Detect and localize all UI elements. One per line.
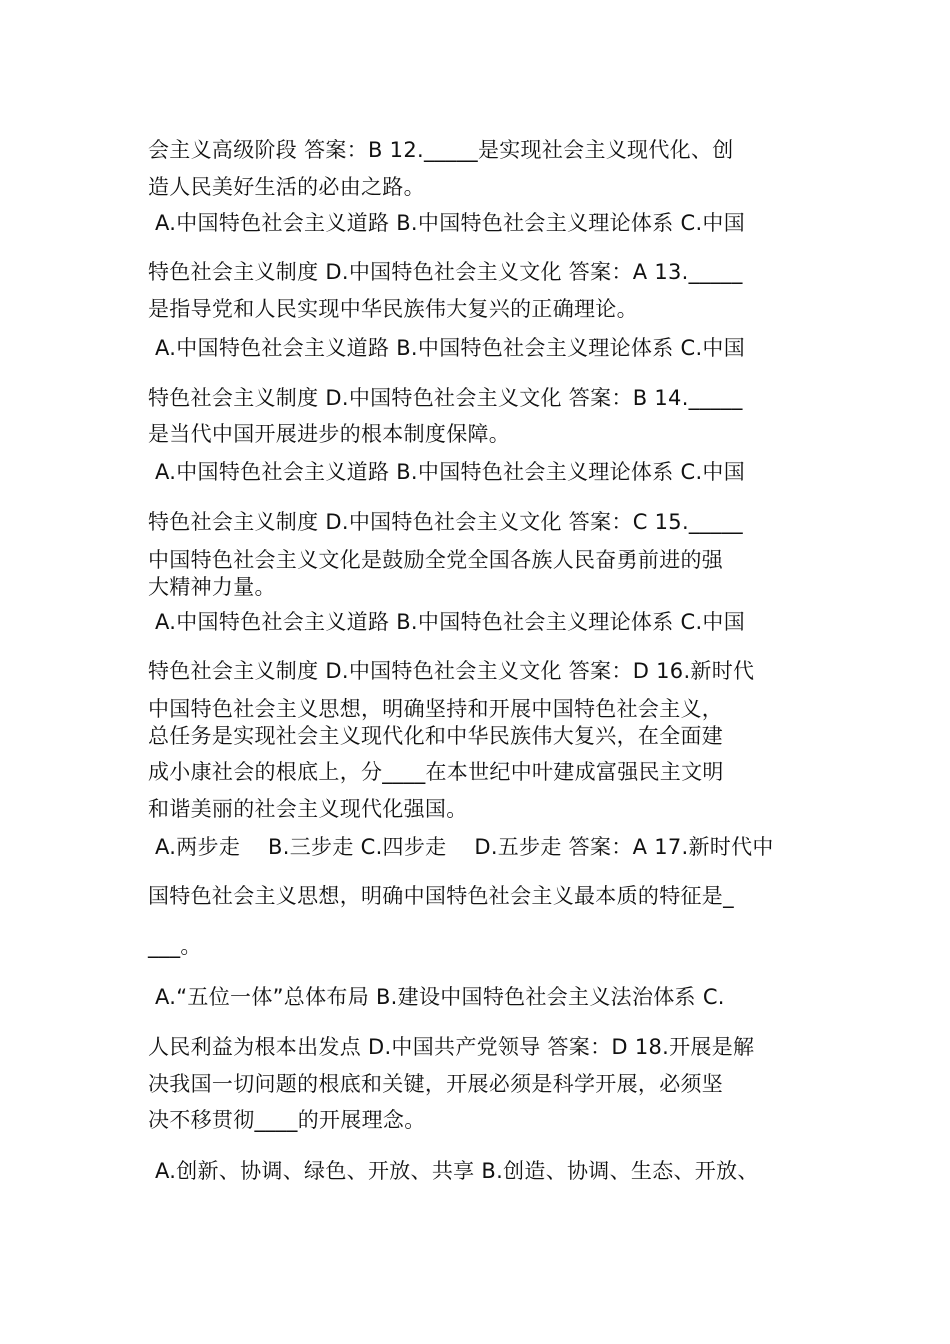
text-line: 特色社会主义制度 D.中国特色社会主义文化 答案：A 13._____ (148, 260, 743, 284)
text-line: 决我国一切问题的根底和关键，开展必须是科学开展，必须坚 (148, 1072, 724, 1096)
text-line: 会主义高级阶段 答案：B 12._____是实现社会主义现代化、创 (148, 138, 734, 162)
text-line: 中国特色社会主义思想，明确坚持和开展中国特色社会主义， (148, 697, 724, 721)
text-line: ___。 (148, 934, 202, 958)
text-line: A.“五位一体”总体布局 B.建设中国特色社会主义法治体系 C. (148, 985, 725, 1009)
text-line: 特色社会主义制度 D.中国特色社会主义文化 答案：D 16.新时代 (148, 659, 755, 683)
text-line: 是指导党和人民实现中华民族伟大复兴的正确理论。 (148, 297, 638, 321)
text-line: 人民利益为根本出发点 D.中国共产党领导 答案：D 18.开展是解 (148, 1035, 755, 1059)
text-line: A.两步走 B.三步走 C.四步走 D.五步走 答案：A 17.新时代中 (148, 835, 774, 859)
text-line: A.中国特色社会主义道路 B.中国特色社会主义理论体系 C.中国 (148, 460, 746, 484)
text-line: 造人民美好生活的必由之路。 (148, 175, 425, 199)
text-line: 国特色社会主义思想，明确中国特色社会主义最本质的特征是_ (148, 884, 734, 908)
text-line: 特色社会主义制度 D.中国特色社会主义文化 答案：C 15._____ (148, 510, 743, 534)
text-line: A.中国特色社会主义道路 B.中国特色社会主义理论体系 C.中国 (148, 211, 746, 235)
text-line: 总任务是实现社会主义现代化和中华民族伟大复兴，在全面建 (148, 724, 724, 748)
text-line: A.中国特色社会主义道路 B.中国特色社会主义理论体系 C.中国 (148, 336, 746, 360)
text-line: A.创新、协调、绿色、开放、共享 B.创造、协调、生态、开放、 (148, 1159, 759, 1183)
text-line: 特色社会主义制度 D.中国特色社会主义文化 答案：B 14._____ (148, 386, 743, 410)
text-line: 和谐美丽的社会主义现代化强国。 (148, 797, 468, 821)
text-line: 是当代中国开展进步的根本制度保障。 (148, 422, 511, 446)
text-line: A.中国特色社会主义道路 B.中国特色社会主义理论体系 C.中国 (148, 610, 746, 634)
text-line: 成小康社会的根底上，分____在本世纪中叶建成富强民主文明 (148, 760, 724, 784)
text-line: 中国特色社会主义文化是鼓励全党全国各族人民奋勇前进的强 (148, 548, 724, 572)
text-line: 大精神力量。 (148, 575, 276, 599)
text-line: 决不移贯彻____的开展理念。 (148, 1108, 426, 1132)
